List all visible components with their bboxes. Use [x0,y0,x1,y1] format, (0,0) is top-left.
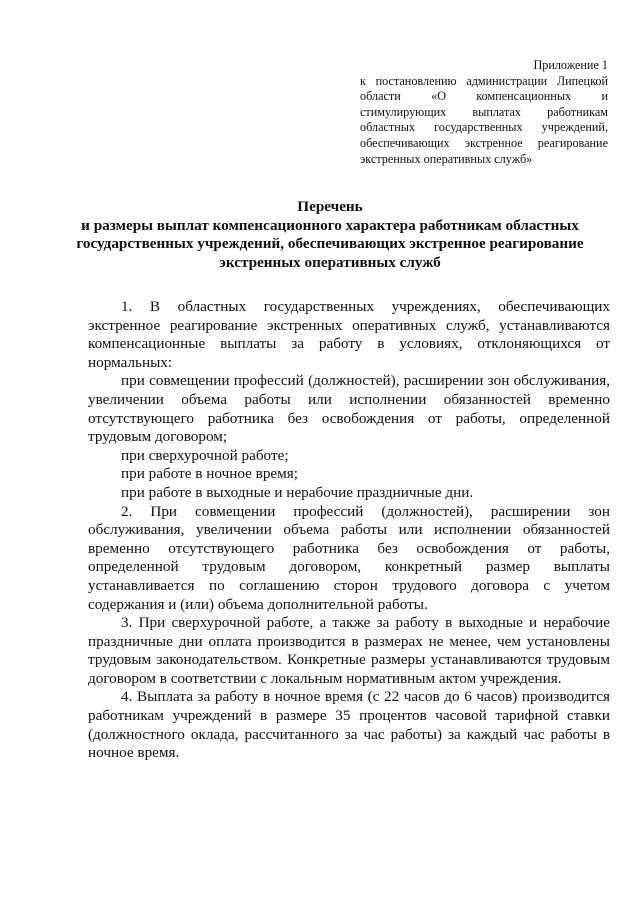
paragraph-1-item-4: при работе в выходные и нерабочие праздничные дни. [121,483,474,501]
appendix-label: Приложение 1 [533,58,608,72]
paragraph-2: 2. При совмещении профессий (должностей), расширении зон обслуживания, увеличении объема работы или исполнении обязанностей временно отсутствующего работника без освобождения от работы, определенной трудовым договором, конкретный размер выплаты устанавливается по соглашению сторон трудового договора с учетом содержания и (или) объема дополнительной работы. [88,502,610,613]
document-title [60,198,600,272]
appendix-text: к постановлению администрации Липецкой области «О компенсационных и стимулирующих выплатах работникам областных государственных учреждений, обеспечивающих экстренное реагирование экстренных оперативных служб» [360,73,608,166]
title-line-1: Перечень [297,198,363,215]
paragraph-3: 3. При сверхурочной работе, а также за работу в выходные и нерабочие праздничные дни оплата производится в размерах не менее, чем установлены трудовым законодательством. Конкретные размеры устанавливаются трудовым договором в соответствии с локальным нормативным актом учреждения. [88,614,610,687]
paragraph-1-item-1: при совмещении профессий (должностей), расширении зон обслуживания, увеличении объема работы или исполнении обязанностей временно отсутствующего работника без освобождения от работы, определенной трудовым договором; [88,372,610,446]
title-line-2: и размеры выплат компенсационного характера работникам областных государственных учреждений, обеспечивающих экстренное реагирование экстренных оперативных служб [76,216,584,271]
document-body [88,298,610,763]
paragraph-1-item-2: при сверхурочной работе; [121,446,289,464]
paragraph-4: 4. Выплата за работу в ночное время (с 22 часов до 6 часов) производится работникам учреждений в размере 35 процентов часовой тарифной ставки (должностного оклада, рассчитанного за час работы) за каждый час работы в ночное время. [88,688,610,762]
appendix-block [360,58,608,167]
paragraph-1: 1. В областных государственных учреждениях, обеспечивающих экстренное реагирование экстренных оперативных служб, устанавливаются компенсационные выплаты за работу в условиях, отклоняющихся от нормальных: [88,298,610,371]
paragraph-1-item-3: при работе в ночное время; [121,465,298,483]
